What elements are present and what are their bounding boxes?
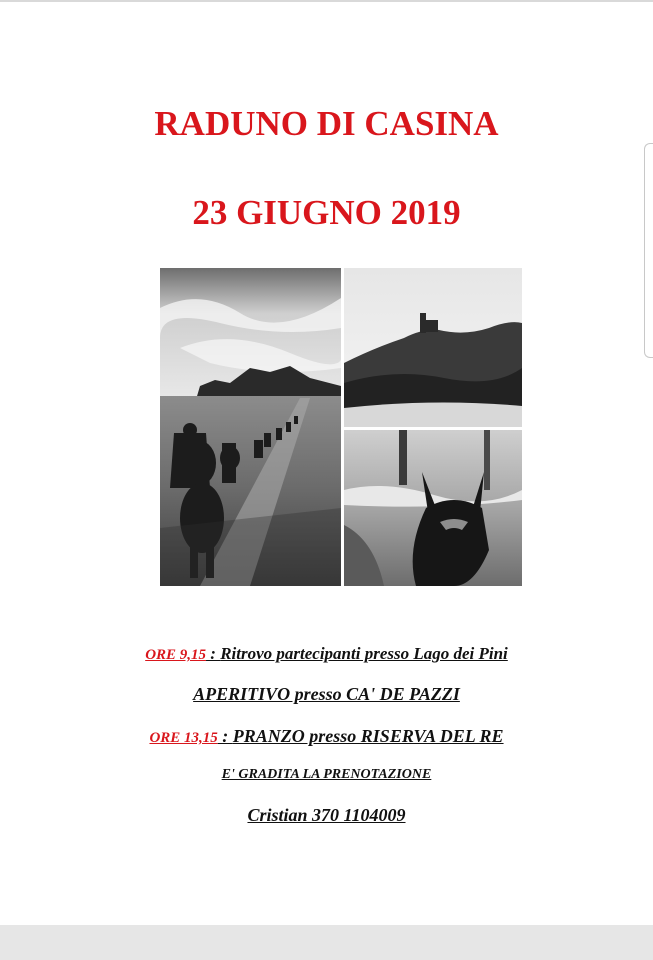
schedule-line-meeting <box>0 644 653 664</box>
lunch-text: PRANZO presso RISERVA DEL RE <box>232 726 504 746</box>
scrollbar-thumb[interactable] <box>644 143 653 358</box>
event-date: 23 GIUGNO 2019 <box>192 193 461 232</box>
aperitivo-text: APERITIVO presso CA' DE PAZZI <box>193 684 460 704</box>
booking-note <box>0 767 653 783</box>
schedule-line-aperitivo <box>0 684 653 705</box>
top-divider <box>0 0 653 2</box>
horse-ears-photo <box>344 430 522 586</box>
riders-field-photo <box>160 268 341 586</box>
meeting-time: ORE 9,15 <box>145 647 207 663</box>
lunch-time: ORE 13,15 <box>149 730 218 746</box>
meeting-separator: : <box>206 644 221 663</box>
poster-title: RADUNO DI CASINA <box>154 104 499 143</box>
bottom-bar <box>0 925 653 960</box>
lunch-separator: : <box>217 726 233 746</box>
contact-line <box>0 805 653 826</box>
meeting-text: Ritrovo partecipanti presso Lago dei Pini <box>220 644 508 663</box>
contact-text: Cristian 370 1104009 <box>247 805 406 825</box>
booking-note-text: E' GRADITA LA PRENOTAZIONE <box>221 767 432 782</box>
castle-hill-photo <box>344 268 522 427</box>
schedule-line-lunch <box>0 726 653 747</box>
